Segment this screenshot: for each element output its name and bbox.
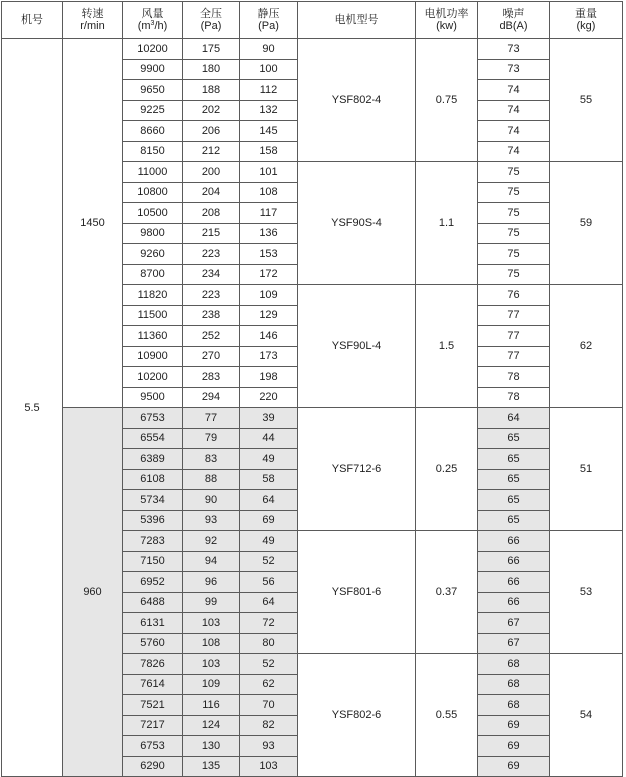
weight-cell: 55 (550, 39, 623, 162)
static-pressure-cell: 90 (240, 39, 298, 60)
static-pressure-cell: 109 (240, 285, 298, 306)
airflow-cell: 6108 (123, 469, 183, 490)
weight-cell: 54 (550, 654, 623, 777)
noise-cell: 68 (478, 674, 550, 695)
noise-cell: 69 (478, 715, 550, 736)
total-pressure-cell: 116 (183, 695, 240, 716)
header-speed: 转速 r/min (63, 2, 123, 39)
noise-cell: 76 (478, 285, 550, 306)
motor-power-cell: 0.75 (416, 39, 478, 162)
airflow-cell: 7521 (123, 695, 183, 716)
total-pressure-cell: 108 (183, 633, 240, 654)
total-pressure-cell: 294 (183, 387, 240, 408)
weight-cell: 51 (550, 408, 623, 531)
total-pressure-cell: 204 (183, 182, 240, 203)
motor-power-cell: 1.1 (416, 162, 478, 285)
airflow-cell: 7217 (123, 715, 183, 736)
noise-cell: 77 (478, 346, 550, 367)
airflow-cell: 6753 (123, 736, 183, 757)
noise-cell: 75 (478, 244, 550, 265)
airflow-cell: 5396 (123, 510, 183, 531)
noise-cell: 75 (478, 264, 550, 285)
static-pressure-cell: 80 (240, 633, 298, 654)
noise-cell: 75 (478, 203, 550, 224)
total-pressure-cell: 223 (183, 244, 240, 265)
noise-cell: 75 (478, 162, 550, 183)
total-pressure-cell: 208 (183, 203, 240, 224)
noise-cell: 64 (478, 408, 550, 429)
static-pressure-cell: 101 (240, 162, 298, 183)
static-pressure-cell: 72 (240, 613, 298, 634)
speed-cell: 1450 (63, 39, 123, 408)
static-pressure-cell: 52 (240, 654, 298, 675)
static-pressure-cell: 103 (240, 756, 298, 777)
noise-cell: 77 (478, 326, 550, 347)
header-weight: 重量 (kg) (550, 2, 623, 39)
total-pressure-cell: 94 (183, 551, 240, 572)
noise-cell: 68 (478, 654, 550, 675)
motor-power-cell: 0.25 (416, 408, 478, 531)
airflow-cell: 11820 (123, 285, 183, 306)
noise-cell: 69 (478, 736, 550, 757)
airflow-cell: 10800 (123, 182, 183, 203)
airflow-cell: 6131 (123, 613, 183, 634)
airflow-cell: 11000 (123, 162, 183, 183)
total-pressure-cell: 180 (183, 59, 240, 80)
noise-cell: 66 (478, 572, 550, 593)
static-pressure-cell: 100 (240, 59, 298, 80)
airflow-cell: 9900 (123, 59, 183, 80)
airflow-cell: 6389 (123, 449, 183, 470)
static-pressure-cell: 69 (240, 510, 298, 531)
noise-cell: 75 (478, 223, 550, 244)
header-model-no: 机号 (2, 2, 63, 39)
weight-cell: 53 (550, 531, 623, 654)
airflow-cell: 11500 (123, 305, 183, 326)
speed-cell: 960 (63, 408, 123, 777)
total-pressure-cell: 188 (183, 80, 240, 101)
total-pressure-cell: 223 (183, 285, 240, 306)
noise-cell: 65 (478, 449, 550, 470)
static-pressure-cell: 153 (240, 244, 298, 265)
noise-cell: 65 (478, 428, 550, 449)
noise-cell: 77 (478, 305, 550, 326)
total-pressure-cell: 103 (183, 654, 240, 675)
static-pressure-cell: 112 (240, 80, 298, 101)
static-pressure-cell: 64 (240, 490, 298, 511)
static-pressure-cell: 56 (240, 572, 298, 593)
total-pressure-cell: 99 (183, 592, 240, 613)
airflow-cell: 9800 (123, 223, 183, 244)
airflow-cell: 6488 (123, 592, 183, 613)
noise-cell: 74 (478, 80, 550, 101)
airflow-cell: 10200 (123, 39, 183, 60)
noise-cell: 68 (478, 695, 550, 716)
airflow-cell: 8700 (123, 264, 183, 285)
total-pressure-cell: 200 (183, 162, 240, 183)
airflow-cell: 10200 (123, 367, 183, 388)
airflow-cell: 9500 (123, 387, 183, 408)
total-pressure-cell: 212 (183, 141, 240, 162)
static-pressure-cell: 117 (240, 203, 298, 224)
header-airflow: 风量 $(m^3/h)$ (123, 2, 183, 39)
header-motor-power: 电机功率 (kw) (416, 2, 478, 39)
machine-no-cell: 5.5 (2, 39, 63, 777)
static-pressure-cell: 129 (240, 305, 298, 326)
total-pressure-cell: 135 (183, 756, 240, 777)
airflow-cell: 6952 (123, 572, 183, 593)
static-pressure-cell: 44 (240, 428, 298, 449)
total-pressure-cell: 83 (183, 449, 240, 470)
noise-cell: 78 (478, 387, 550, 408)
motor-model-cell: YSF801-6 (298, 531, 416, 654)
static-pressure-cell: 58 (240, 469, 298, 490)
header-static-pressure: 静压 (Pa) (240, 2, 298, 39)
total-pressure-cell: 283 (183, 367, 240, 388)
noise-cell: 73 (478, 59, 550, 80)
airflow-cell: 11360 (123, 326, 183, 347)
airflow-cell: 7150 (123, 551, 183, 572)
noise-cell: 67 (478, 613, 550, 634)
static-pressure-cell: 108 (240, 182, 298, 203)
header-row (2, 2, 623, 39)
noise-cell: 74 (478, 121, 550, 142)
total-pressure-cell: 215 (183, 223, 240, 244)
noise-cell: 66 (478, 592, 550, 613)
airflow-cell: 7283 (123, 531, 183, 552)
weight-cell: 59 (550, 162, 623, 285)
motor-model-cell: YSF712-6 (298, 408, 416, 531)
airflow-cell: 5760 (123, 633, 183, 654)
noise-cell: 75 (478, 182, 550, 203)
motor-power-cell: 1.5 (416, 285, 478, 408)
total-pressure-cell: 202 (183, 100, 240, 121)
total-pressure-cell: 96 (183, 572, 240, 593)
total-pressure-cell: 175 (183, 39, 240, 60)
header-total-pressure: 全压 (Pa) (183, 2, 240, 39)
static-pressure-cell: 64 (240, 592, 298, 613)
total-pressure-cell: 238 (183, 305, 240, 326)
airflow-cell: 6290 (123, 756, 183, 777)
total-pressure-cell: 206 (183, 121, 240, 142)
total-pressure-cell: 103 (183, 613, 240, 634)
static-pressure-cell: 70 (240, 695, 298, 716)
static-pressure-cell: 198 (240, 367, 298, 388)
total-pressure-cell: 234 (183, 264, 240, 285)
static-pressure-cell: 158 (240, 141, 298, 162)
noise-cell: 74 (478, 141, 550, 162)
static-pressure-cell: 136 (240, 223, 298, 244)
motor-model-cell: YSF802-4 (298, 39, 416, 162)
static-pressure-cell: 145 (240, 121, 298, 142)
static-pressure-cell: 93 (240, 736, 298, 757)
total-pressure-cell: 77 (183, 408, 240, 429)
total-pressure-cell: 79 (183, 428, 240, 449)
static-pressure-cell: 49 (240, 531, 298, 552)
airflow-cell: 7826 (123, 654, 183, 675)
total-pressure-cell: 130 (183, 736, 240, 757)
motor-model-cell: YSF90L-4 (298, 285, 416, 408)
static-pressure-cell: 132 (240, 100, 298, 121)
motor-model-cell: YSF802-6 (298, 654, 416, 777)
header-motor-model: 电机型号 (298, 2, 416, 39)
static-pressure-cell: 39 (240, 408, 298, 429)
static-pressure-cell: 173 (240, 346, 298, 367)
weight-cell: 62 (550, 285, 623, 408)
airflow-cell: 9260 (123, 244, 183, 265)
noise-cell: 67 (478, 633, 550, 654)
total-pressure-cell: 124 (183, 715, 240, 736)
total-pressure-cell: 93 (183, 510, 240, 531)
fan-performance-table (1, 1, 623, 777)
airflow-cell: 9650 (123, 80, 183, 101)
motor-power-cell: 0.37 (416, 531, 478, 654)
static-pressure-cell: 146 (240, 326, 298, 347)
header-noise: 噪声 dB(A) (478, 2, 550, 39)
table-row (2, 408, 623, 429)
noise-cell: 73 (478, 39, 550, 60)
motor-power-cell: 0.55 (416, 654, 478, 777)
total-pressure-cell: 270 (183, 346, 240, 367)
static-pressure-cell: 52 (240, 551, 298, 572)
airflow-cell: 6753 (123, 408, 183, 429)
noise-cell: 69 (478, 756, 550, 777)
airflow-cell: 10900 (123, 346, 183, 367)
total-pressure-cell: 92 (183, 531, 240, 552)
motor-model-cell: YSF90S-4 (298, 162, 416, 285)
total-pressure-cell: 90 (183, 490, 240, 511)
noise-cell: 78 (478, 367, 550, 388)
airflow-cell: 6554 (123, 428, 183, 449)
total-pressure-cell: 88 (183, 469, 240, 490)
noise-cell: 65 (478, 490, 550, 511)
static-pressure-cell: 49 (240, 449, 298, 470)
total-pressure-cell: 109 (183, 674, 240, 695)
static-pressure-cell: 220 (240, 387, 298, 408)
table-row (2, 39, 623, 60)
static-pressure-cell: 62 (240, 674, 298, 695)
noise-cell: 66 (478, 551, 550, 572)
noise-cell: 65 (478, 469, 550, 490)
static-pressure-cell: 172 (240, 264, 298, 285)
airflow-cell: 9225 (123, 100, 183, 121)
airflow-cell: 8660 (123, 121, 183, 142)
noise-cell: 66 (478, 531, 550, 552)
airflow-cell: 7614 (123, 674, 183, 695)
total-pressure-cell: 252 (183, 326, 240, 347)
static-pressure-cell: 82 (240, 715, 298, 736)
airflow-cell: 10500 (123, 203, 183, 224)
noise-cell: 65 (478, 510, 550, 531)
airflow-cell: 5734 (123, 490, 183, 511)
airflow-cell: 8150 (123, 141, 183, 162)
noise-cell: 74 (478, 100, 550, 121)
